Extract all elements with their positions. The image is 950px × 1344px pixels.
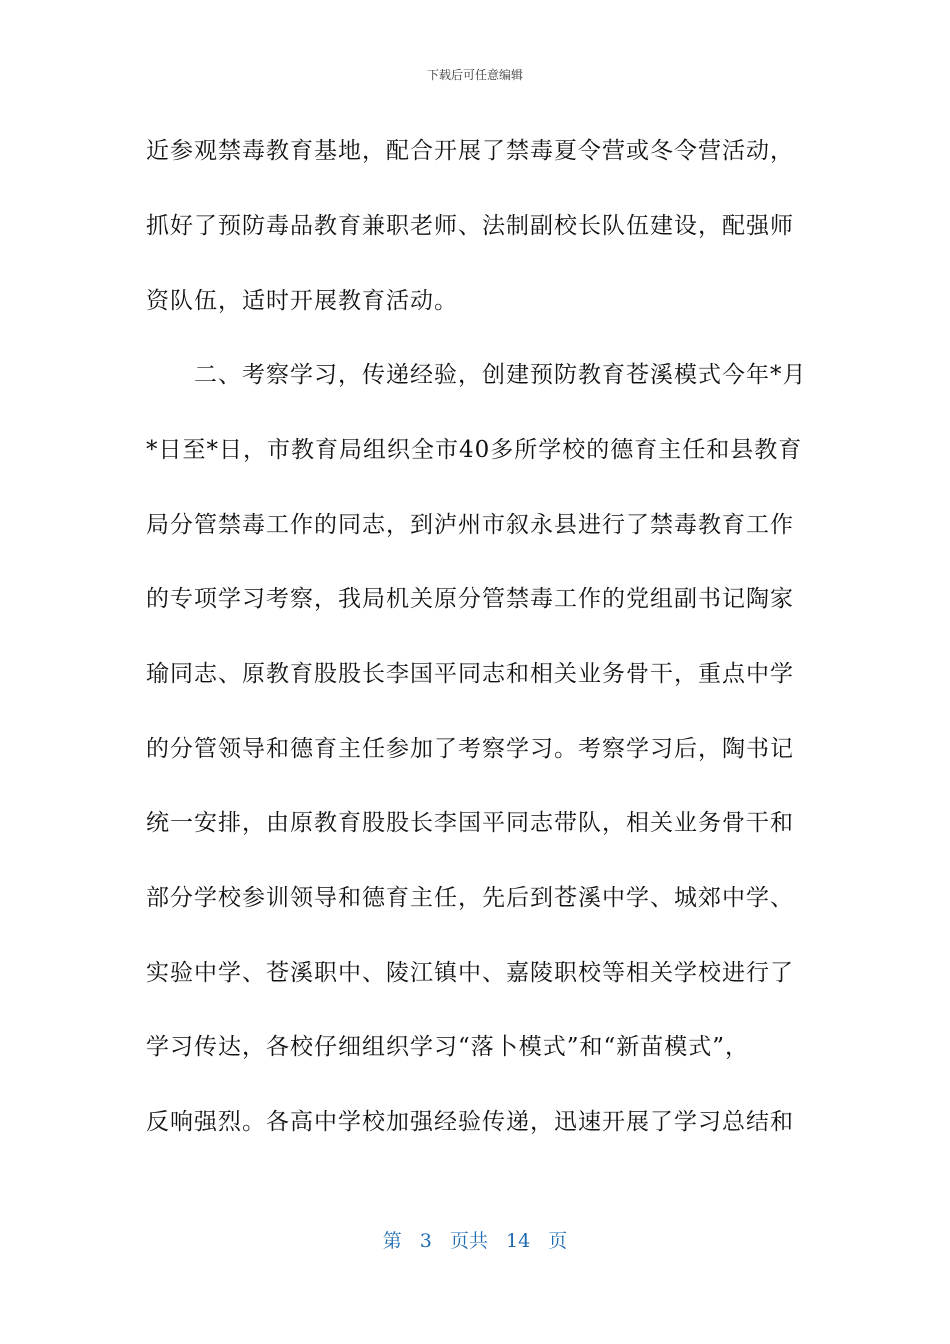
- paragraph-start-line: 二、考察学习，传递经验，创建预防教育苍溪模式今年*月: [194, 362, 807, 388]
- text-line: 部分学校参训领导和德育主任，先后到苍溪中学、城郊中学、: [146, 885, 794, 911]
- text-line: 统一安排，由原教育股股长李国平同志带队，相关业务骨干和: [146, 810, 794, 836]
- page-suffix: 页: [548, 1230, 568, 1252]
- page-header: 下载后可任意编辑: [426, 68, 523, 82]
- text-line: 局分管禁毒工作的同志，到泸州市叙永县进行了禁毒教育工作: [146, 512, 794, 538]
- page-label: 第: [382, 1230, 402, 1252]
- current-page-number: 3: [419, 1230, 432, 1252]
- text-line: 的分管领导和德育主任参加了考察学习。考察学习后，陶书记: [146, 736, 794, 762]
- text-line: 学习传达，各校仔细组织学习“落卜模式”和“新苗模式”，: [146, 1034, 750, 1060]
- total-label: 页共: [449, 1230, 488, 1252]
- text-line: 实验中学、苍溪职中、陵江镇中、嘉陵职校等相关学校进行了: [146, 960, 794, 986]
- text-line: 资队伍，适时开展教育活动。: [146, 288, 458, 314]
- page-footer: [0, 1226, 950, 1253]
- total-pages-number: 14: [506, 1230, 531, 1252]
- text-line: 反响强烈。各高中学校加强经验传递，迅速开展了学习总结和: [146, 1109, 794, 1135]
- text-line: *日至*日，市教育局组织全市40多所学校的德育主任和县教育: [146, 437, 803, 463]
- text-line: 的专项学习考察，我局机关原分管禁毒工作的党组副书记陶家: [146, 586, 794, 612]
- text-line: 近参观禁毒教育基地，配合开展了禁毒夏令营或冬令营活动，: [146, 138, 794, 164]
- text-line: 抓好了预防毒品教育兼职老师、法制副校长队伍建设，配强师: [146, 213, 794, 239]
- text-line: 瑜同志、原教育股股长李国平同志和相关业务骨干，重点中学: [146, 661, 794, 687]
